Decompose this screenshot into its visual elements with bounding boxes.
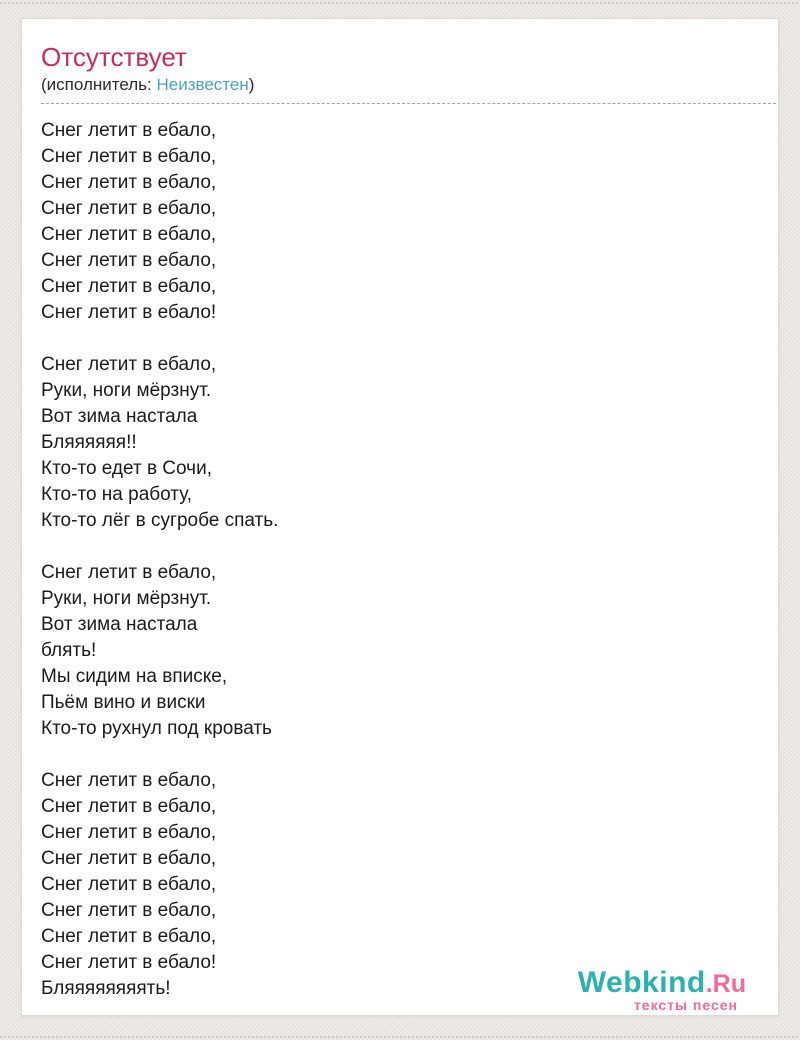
lyric-line: Снег летит в ебало, [41,562,217,583]
lyric-line: Снег летит в ебало, [41,198,217,219]
lyric-line: Кто-то лёг в сугробе спать. [41,510,279,531]
lyric-line: Пьём вино и виски [41,692,206,713]
webkind-logo-tagline: тексты песен [633,997,738,1013]
lyric-line: Снег летит в ебало! [41,302,217,323]
lyric-line: Снег летит в ебало, [41,146,217,167]
artist-label-suffix: ) [248,75,255,94]
lyric-line: Снег летит в ебало! [41,952,217,973]
lyric-line: Снег летит в ебало, [41,796,217,817]
artist-line [41,75,776,94]
song-title: Отсутствует [41,42,187,72]
stanza [41,118,778,326]
lyric-line: Кто-то на работу, [41,484,193,505]
lyric-line: Снег летит в ебало, [41,224,217,245]
lyric-line: Снег летит в ебало, [41,848,217,869]
webkind-wordmark [578,968,746,998]
lyric-line: Снег летит в ебало, [41,276,217,297]
lyric-line: Снег летит в ебало, [41,874,217,895]
lyric-line: блять! [41,640,97,661]
lyric-line: Снег летит в ебало, [41,822,217,843]
artist-link[interactable]: Неизвестен [156,75,249,94]
lyric-line: Кто-то рухнул под кровать [41,718,272,739]
lyrics [41,118,778,1002]
webkind-logo[interactable] [578,968,746,1012]
content-card [21,18,779,1016]
lyric-line: Снег летит в ебало, [41,172,217,193]
lyric-line: Снег летит в ебало, [41,926,217,947]
webkind-logo-word: Webkind [577,966,706,999]
lyric-line: Бляяяяяяяять! [41,978,171,999]
lyric-line: Вот зима настала [41,406,198,427]
stanza [41,560,778,742]
lyric-line: Руки, ноги мёрзнут. [41,380,212,401]
lyric-line: Бляяяяяя!! [41,432,137,453]
lyric-line: Вот зима настала [41,614,198,635]
content-card-inner [22,19,778,1015]
webkind-logo-suffix: .Ru [705,970,746,998]
stanza [41,352,778,534]
song-header [41,43,776,104]
lyric-line: Снег летит в ебало, [41,354,217,375]
lyric-line: Снег летит в ебало, [41,250,217,271]
lyric-line: Снег летит в ебало, [41,770,217,791]
artist-label-prefix: (исполнитель: [41,75,157,94]
bottom-edge-dotted-line [0,1036,800,1038]
lyric-line: Руки, ноги мёрзнут. [41,588,212,609]
lyric-line: Снег летит в ебало, [41,900,217,921]
lyric-line: Снег летит в ебало, [41,120,217,141]
top-edge-dotted-line [0,2,800,4]
lyric-line: Кто-то едет в Сочи, [41,458,212,479]
lyric-line: Мы сидим на вписке, [41,666,228,687]
